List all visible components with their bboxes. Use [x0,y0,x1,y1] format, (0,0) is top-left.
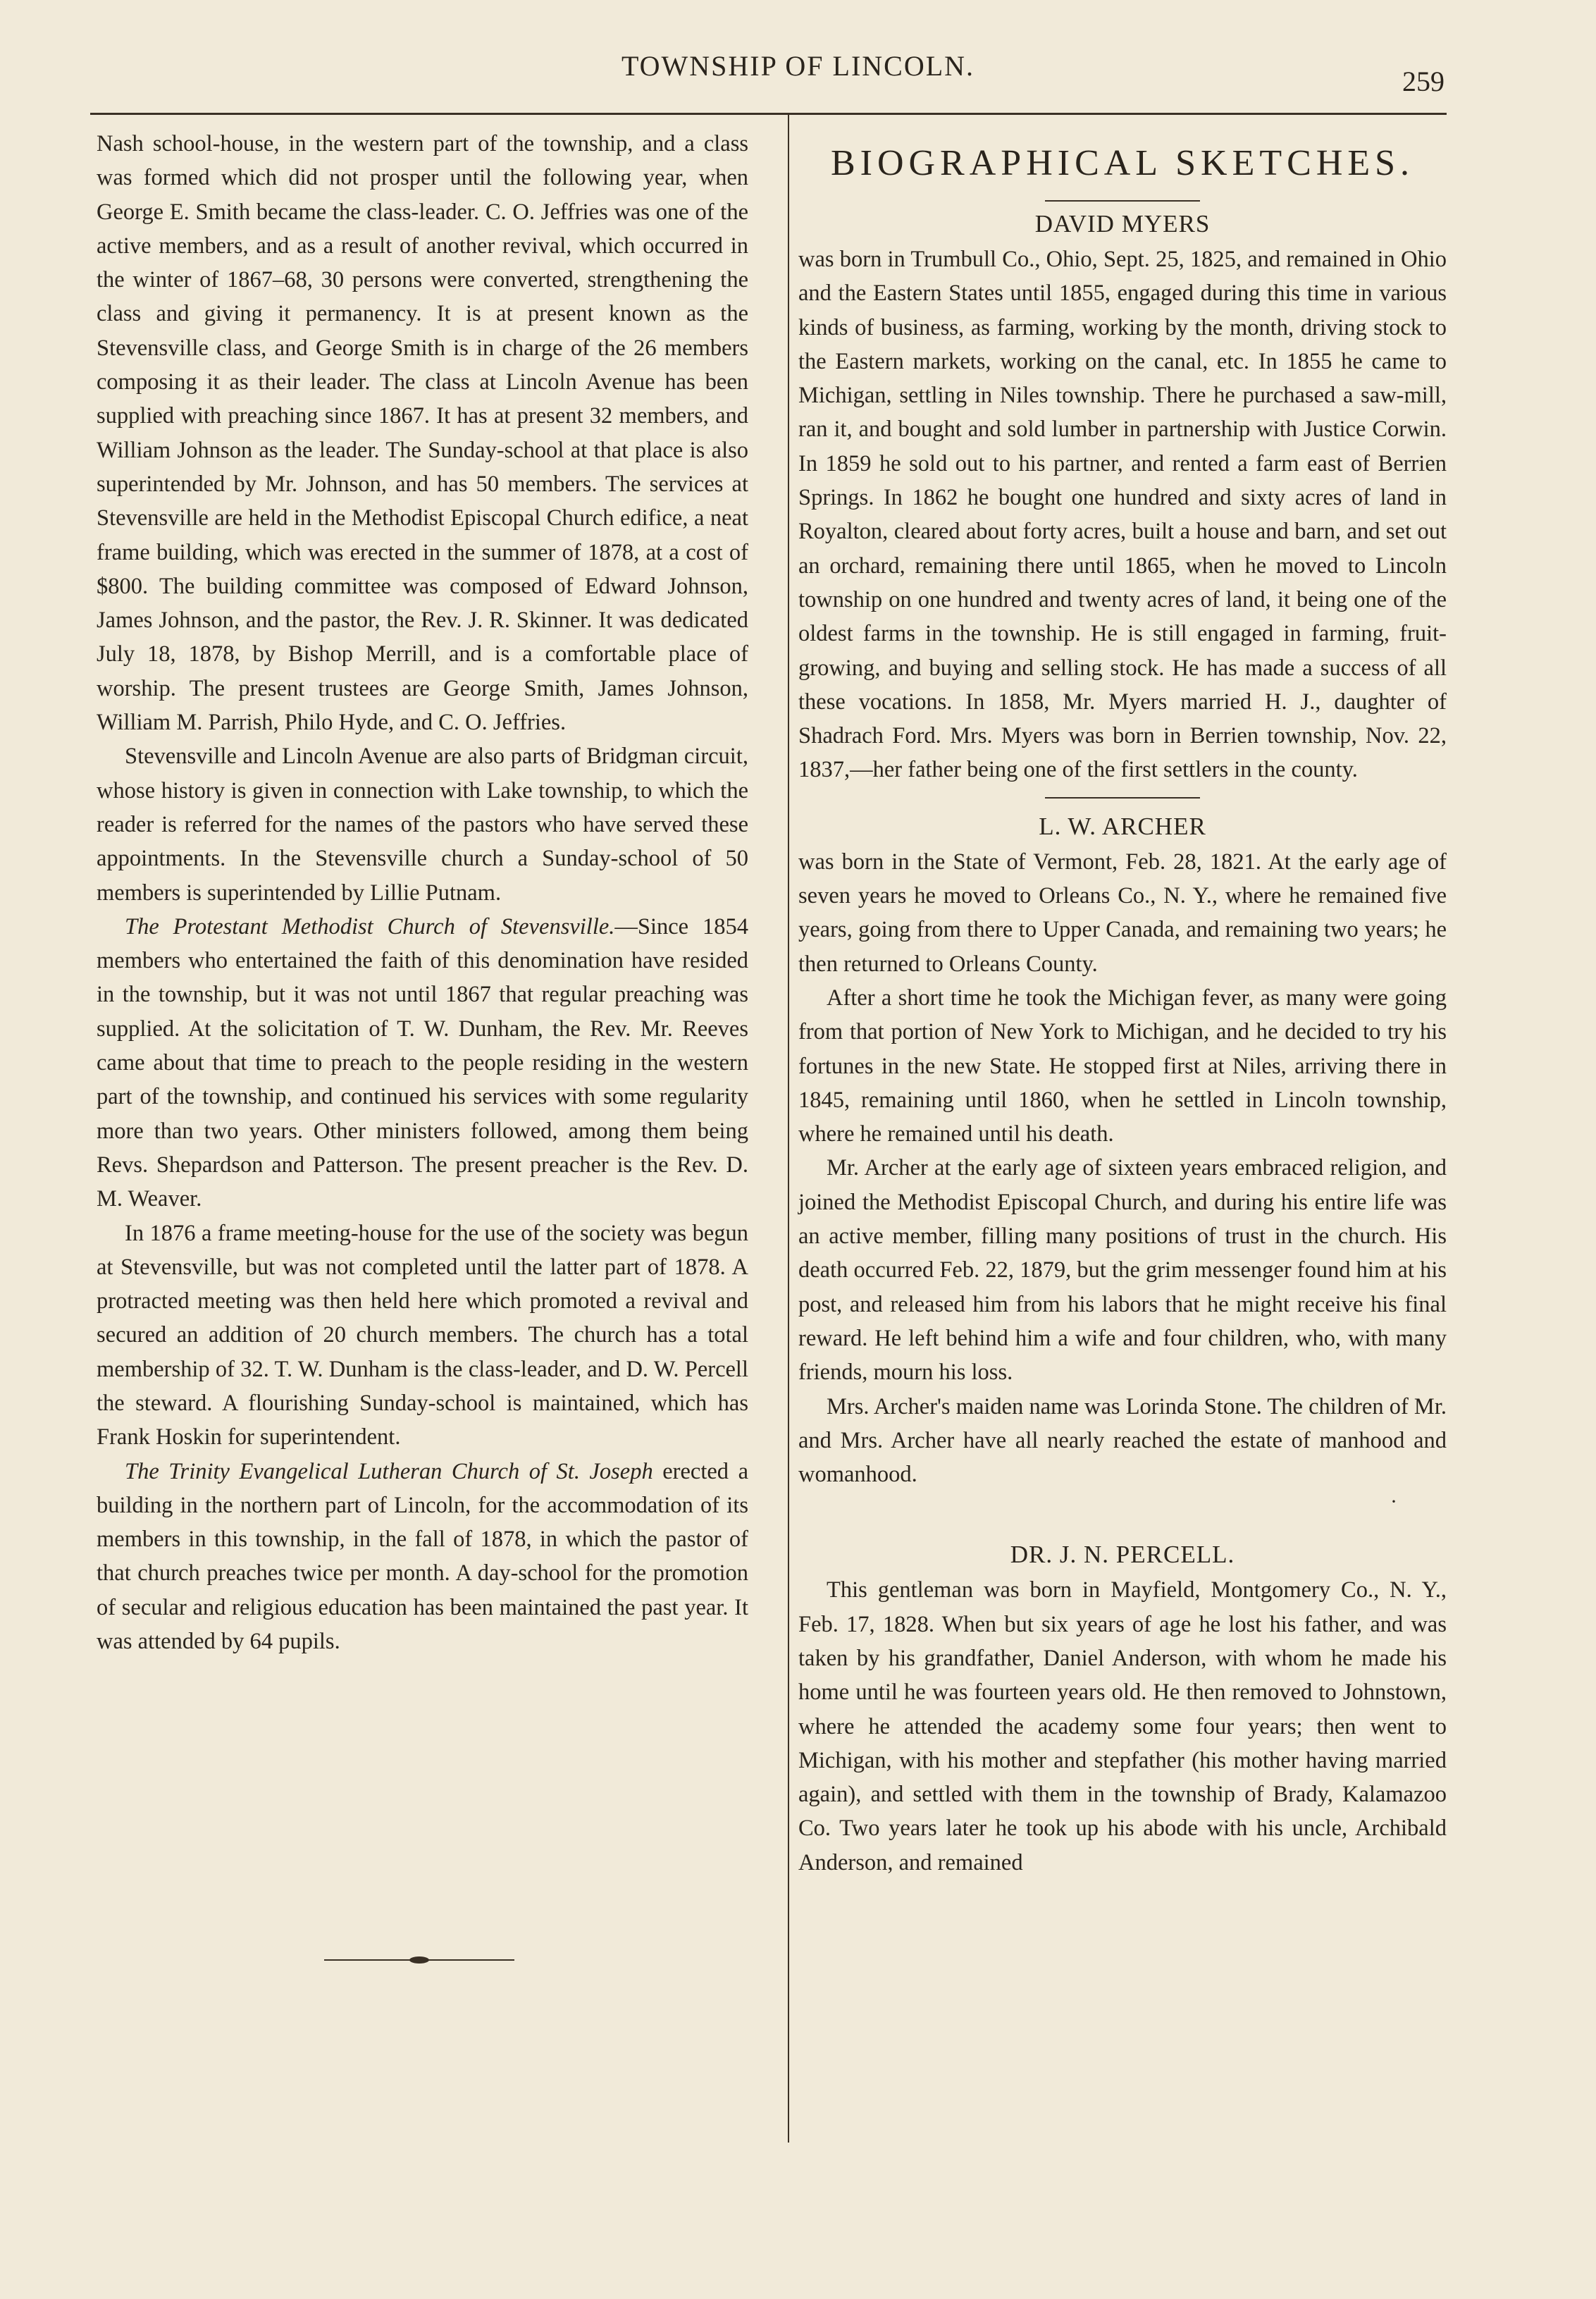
paragraph-bridgman-circuit: Stevensville and Lincoln Avenue are also parts of Bridgman circuit, whose history is given in connection with Lake township, to which the reader is referred for the names of the pastors who have served these appointments. In the Stevensville church a Sunday-school of 50 members is superintended by Lillie Putnam. [97,744,748,906]
bio-david-myers: was born in Trumbull Co., Ohio, Sept. 25, 1825, and remained in Ohio and the Eastern States until 1855, engaged during this time in various kinds of business, as farming, working by the month, driving stock to the Eastern markets, working on the canal, etc. In 1855 he came to Michigan, settling in Niles township. There he purchased a saw-mill, ran it, and bought and sold lumber in partnership with Justice Corwin. In 1859 he sold out to his partner, and rented a farm east of Berrien Springs. In 1862 he bought one hundred and sixty acres of land in Royalton, cleared about forty acres, built a house and barn, and set out an orchard, remaining there until 1865, when he moved to Lincoln township on one hundred and twenty acres of land, it being one of the oldest farms in the township. He is still engaged in farming, fruit-growing, and buying and selling stock. He has made a success of all these vocations. In 1858, Mr. Myers married H. J., daughter of Shadrach Ford. Mrs. Myers was born in Berrien township, Nov. 22, 1837,—her father being one of the first settlers in the county. [798,247,1447,783]
paragraph-protestant-methodist-body: —Since 1854 members who entertained the faith of this denomination have resided in the township, but it was not until 1867 that regular preaching was supplied. At the solicitation of T. W. Dunham, the Rev. Mr. Reeves came about that time to preach to the people residing in the western part of the township, and continued his services with some regularity more than two years. Other ministers followed, among them being Revs. Shepardson and Patterson. The present preacher is the Rev. D. M. Weaver. [97,913,748,1212]
bio-percell: This gentleman was born in Mayfield, Montgomery Co., N. Y., Feb. 17, 1828. When but six years of age he lost his father, and was taken by his grandfather, Daniel Anderson, with whom he made his home until he was fourteen years old. He then removed to Johnstown, where he attended the academy some four years; then went to Michigan, with his mother and stepfather (his mother having married again), and settled with them in the township of Brady, Kalamazoo Co. Two years later he took up his abode with his uncle, Archibald Anderson, and remained [798,1577,1447,1875]
church-title-lutheran: The Trinity Evangelical Lutheran Church of St. Joseph [125,1458,653,1484]
heading-jn-percell: DR. J. N. PERCELL. [1010,1541,1235,1569]
separator-dot: · [1390,1490,1397,1514]
left-column [97,127,748,1658]
section-rule [1045,200,1200,202]
bio-archer-p4: Mrs. Archer's maiden name was Lorinda Stone. The children of Mr. and Mrs. Archer have all nearly reached the estate of manhood and womanhood. [798,1393,1447,1488]
paragraph-protestant-methodist [97,910,748,1216]
header-rule [90,113,1447,115]
page-number: 259 [1402,66,1445,97]
bio-archer-p2: After a short time he took the Michigan fever, as many were going from that portion of New York to Michigan, and he decided to try his fortunes in the new State. He stopped first at Niles, arriving there in 1845, remaining until 1860, when he settled in Lincoln township, where he remained until his death. [798,985,1447,1147]
bio-divider-1 [1045,797,1200,799]
end-ornament [324,1955,514,1965]
right-column [798,127,1447,1880]
running-title: TOWNSHIP OF LINCOLN. [621,50,975,82]
church-title-protestant-methodist: The Protestant Methodist Church of Stevensville. [125,913,615,939]
paragraph-meeting-house: In 1876 a frame meeting-house for the use of the society was begun at Stevensville, but was not completed until the latter part of 1878. A protracted meeting was then held here which promoted a revival and secured an addition of 20 church members. The church has a total membership of 32. T. W. Dunham is the class-leader, and D. W. Percell the steward. A flourishing Sunday-school is maintained, which has Frank Hoskin for superintendent. [97,1220,748,1450]
paragraph-lutheran [97,1455,748,1659]
bio-archer-p3: Mr. Archer at the early age of sixteen years embraced religion, and joined the Methodist Episcopal Church, and during his entire life was an active member, filling many positions of trust in the church. His death occurred Feb. 22, 1879, but the grim messenger found him at his post, and released him from his labors that he might receive his final reward. He left behind him a wife and four children, who, with many friends, mourn his loss. [798,1155,1447,1386]
section-title: BIOGRAPHICAL SKETCHES. [830,143,1415,183]
heading-lw-archer: L. W. ARCHER [1039,812,1206,840]
heading-david-myers: DAVID MYERS [1034,210,1211,238]
bio-archer-p1: was born in the State of Vermont, Feb. 28, 1821. At the early age of seven years he moved to Orleans Co., N. Y., where he remained five years, going from there to Upper Canada, and remaining two years; he then returned to Orleans County. [798,849,1447,977]
paragraph-methodist-classes: Nash school-house, in the western part of the township, and a class was formed which did not prosper until the following year, when George E. Smith became the class-leader. C. O. Jeffries was one of the active members, and as a result of another revival, which occurred in the winter of 1867–68, 30 persons were converted, strengthening the class and giving it permanency. It is at present known as the Stevensville class, and George Smith is in charge of the 26 members composing it as their leader. The class at Lincoln Avenue has been supplied with preaching since 1867. It has at present 32 members, and William Johnson as the leader. The Sunday-school at that place is also superintended by Mr. Johnson, and has 50 members. The services at Stevensville are held in the Methodist Episcopal Church edifice, a neat frame building, which was erected in the summer of 1878, at a cost of $800. The building committee was composed of Edward Johnson, James Johnson, and the pastor, the Rev. J. R. Skinner. It was dedicated July 18, 1878, by Bishop Merrill, and is a comfortable place of worship. The present trustees are George Smith, James Johnson, William M. Parrish, Philo Hyde, and C. O. Jeffries. [97,131,748,736]
column-divider [788,113,789,2143]
paragraph-lutheran-body: erected a building in the northern part of Lincoln, for the accommodation of its members in this township, in the fall of 1878, in which the pastor of that church preaches twice per month. A day-school for the promotion of secular and religious education has been maintained the past year. It was attended by 64 pupils. [97,1458,749,1655]
